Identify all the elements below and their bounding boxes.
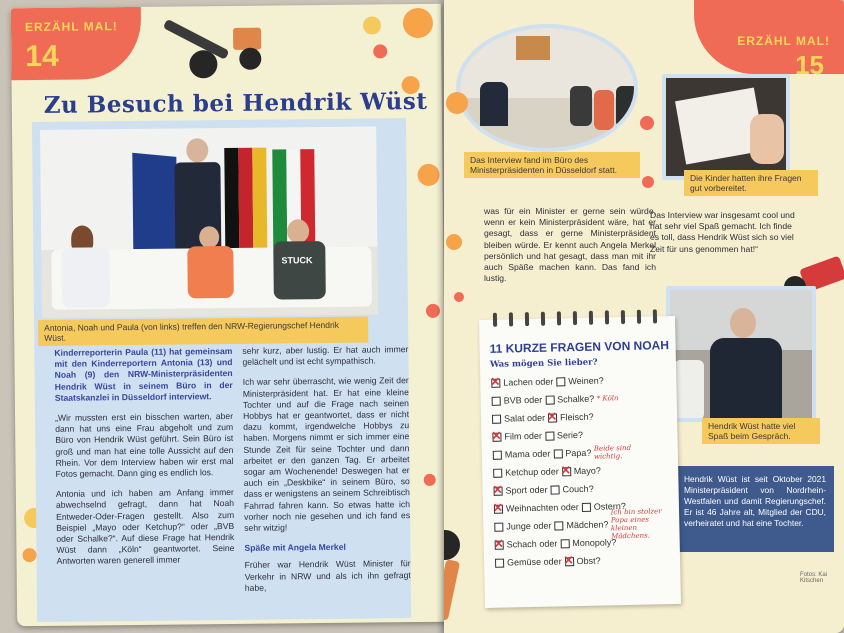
question-row: ✕ Weihnachten oder Ostern? xyxy=(491,496,671,518)
decor-dot xyxy=(22,548,36,562)
question-row: ✕ Lachen oder Weinen? xyxy=(488,370,668,392)
checkbox-checked xyxy=(493,486,502,495)
article-paragraph: Antonia und ich haben am Anfang immer abwechselnd gefragt, dann hat Noah Entweder-Oder-Fragen gestellt. Also zum Beispiel „Mayo oder Ketchup?“ oder „BVB oder Schalke?“. Auf diese Frage hat Hendrik Wüst dann „Köln“ geantwortet. Seine Antworten waren generell immer xyxy=(55,487,235,567)
checkbox xyxy=(554,521,563,530)
article-column-4: Das Interview war insgesamt cool und hat sehr viel Spaß gemacht. Ich finde es toll, dass Hendrik Wüst sich so viel Zeit für uns genommen hat!“ xyxy=(650,210,795,254)
note-maedchen: Ich bin stolzer Papa eines kleinen Mädchens. xyxy=(610,507,662,541)
article-column-3: was für ein Minister er gerne sein würde, wenn er kein Ministerpräsident wäre, hat er gesagt, dass er gerne Ministerpräsident bleiben würde. Er kennt auch Angela Merkel persönlich und hat gesagt, dass man mit ihr auch Späße machen kann. Das fand ich lustig. xyxy=(484,206,656,284)
checkbox-checked xyxy=(565,557,574,566)
checkbox-checked xyxy=(494,504,503,513)
sweater-print: STUCK xyxy=(281,255,313,266)
question-row: ✕ Sport oder Couch? xyxy=(490,478,670,500)
page-badge-right xyxy=(694,0,844,80)
checkbox-checked xyxy=(492,432,501,441)
decor-dot xyxy=(640,116,654,130)
checkbox xyxy=(560,539,569,548)
checkbox-checked xyxy=(495,540,504,549)
interview-photo-caption: Das Interview fand im Büro des Ministerpräsidenten in Düsseldorf statt. xyxy=(464,152,640,178)
person-wuest xyxy=(730,308,756,338)
checkbox-checked xyxy=(548,413,557,422)
left-page xyxy=(11,4,447,626)
person-wuest xyxy=(186,138,208,162)
checkbox xyxy=(494,522,503,531)
microphone-head-icon-2 xyxy=(239,48,261,70)
checkbox xyxy=(492,414,501,423)
question-row: Junge oder Mädchen? Ich bin stolzer Papa eines kleinen Mädchens. xyxy=(491,514,671,536)
article-paragraph: Früher war Hendrik Wüst Minister für Verkehr in NRW und als ich ihn gefragt habe, xyxy=(244,558,411,593)
notes-photo xyxy=(662,74,790,180)
notepad-title: 11 KURZE FRAGEN VON NOAH xyxy=(489,338,670,356)
page-badge-left xyxy=(11,7,142,80)
article-paragraph: sehr kurz, aber lustig. Er hat auch immer gelächelt und ist echt sympathisch. xyxy=(242,344,409,368)
decor-dot xyxy=(363,16,381,34)
eu-flag xyxy=(132,153,177,257)
chair xyxy=(674,360,704,420)
page-title: Zu Besuch bei Hendrik Wüst xyxy=(43,87,428,119)
question-row: Gemüse oder ✕ Obst? xyxy=(492,550,672,572)
kicker-right: ERZÄHL MAL! xyxy=(737,34,830,48)
checkbox xyxy=(545,395,554,404)
checkbox xyxy=(493,450,502,459)
decor-dot xyxy=(642,176,654,188)
person-noah xyxy=(199,226,219,248)
checkbox xyxy=(495,558,504,567)
note-koeln: * Köln xyxy=(596,394,619,403)
decor-dot xyxy=(403,8,433,38)
checkbox-checked xyxy=(491,378,500,387)
group-photo-caption: Antonia, Noah und Paula (von links) treffen den NRW-Regierungschef Hendrik Wüst. xyxy=(38,317,368,346)
right-page xyxy=(444,0,844,633)
question-row: Ketchup oder ✕ Mayo? xyxy=(490,460,670,482)
checkbox xyxy=(545,431,554,440)
article-lead: Kinderreporterin Paula (11) hat gemeinsam mit den Kinderreportern Antonia (13) und Noah (9) den NRW-Ministerpräsidenten Hendrik Wüst in seinem Büro in der Staatskanzlei in Düsseldorf interviewt. xyxy=(54,345,233,403)
person-wuest xyxy=(480,82,508,126)
notepad-subtitle: Was mögen Sie lieber? xyxy=(489,357,598,370)
note-beide: Beide sind wichtig. xyxy=(593,443,632,461)
checkbox xyxy=(556,377,565,386)
article-column-1 xyxy=(54,346,234,577)
question-row: Mama oder Papa? Beide sind wichtig. xyxy=(490,442,670,464)
question-row: ✕ Schach oder Monopoly? xyxy=(492,532,672,554)
microphone-flag-icon xyxy=(233,28,261,50)
portrait-photo-caption: Hendrik Wüst hatte viel Spaß beim Gespräch. xyxy=(702,418,820,444)
group-photo xyxy=(36,122,382,322)
hand xyxy=(750,114,784,164)
decor-dot xyxy=(424,474,436,486)
page-number-right: 15 xyxy=(795,50,824,80)
decor-dot xyxy=(454,292,464,302)
wall-painting xyxy=(516,36,550,60)
decor-dot xyxy=(446,92,468,114)
interview-photo xyxy=(456,24,638,152)
article-column-2 xyxy=(242,344,411,603)
nrw-flag xyxy=(272,149,287,253)
photo-credit: Fotos: Kai Kitschen xyxy=(800,572,828,584)
decor-dot xyxy=(373,44,387,58)
notes-photo-caption: Die Kinder hatten ihre Fragen gut vorbereitet. xyxy=(684,170,818,196)
checkbox xyxy=(551,485,560,494)
german-flag xyxy=(224,148,239,254)
article-paragraph: Ich war sehr überrascht, wie wenig Zeit der Ministerpräsident hat. Er hat eine kleine Tochter und auf die Frage nach seinen Hobbys hat er geantwortet, dass er nicht dazu kommt, irgendwelche Hobbys zu haben. Morgens nimmt er sich immer eine Stunde Zeit für seine Tochter und dann arbeitet er den ganzen Tag. Er arbeitet sogar am Wochenende! Deswegen hat er auch ein „Deskbike“ in seinem Büro, so dass er wenigstens an seinem Schreibtisch Fahrrad fahren kann. So etwas hatte ich vorher noch nie gesehen und ich fand es sehr witzig! xyxy=(242,375,411,533)
question-row: Salat oder ✕ Fleisch? xyxy=(489,406,669,428)
checkbox xyxy=(492,396,501,405)
microphone-head-icon xyxy=(189,50,217,78)
questions-notepad xyxy=(479,316,681,608)
checkbox xyxy=(582,502,591,511)
article-paragraph: „Wir mussten erst ein bisschen warten, aber dann hat uns eine Frau abgeholt und zum Büro von Hendrik Wüst geführt. Sein Büro ist groß und man hat eine tolle Aussicht auf den Rhein. Vor dem Interview haben wir erst mal Fotos gemacht. Dann ging es endlich los. xyxy=(55,410,234,479)
checkbox xyxy=(493,468,502,477)
checkbox-checked xyxy=(562,467,571,476)
person-paula xyxy=(287,219,309,243)
questions-list xyxy=(488,370,672,572)
kicker-left: ERZÄHL MAL! xyxy=(24,19,118,35)
article-subhead: Späße mit Angela Merkel xyxy=(244,542,346,554)
checkbox xyxy=(553,449,562,458)
decor-dot xyxy=(446,234,462,250)
microphone-head-icon xyxy=(444,530,460,560)
portrait-photo xyxy=(666,286,816,422)
question-row: BVB oder Schalke? * Köln xyxy=(489,388,669,410)
page-number-left: 14 xyxy=(25,39,59,74)
info-box: Hendrik Wüst ist seit Oktober 2021 Ministerpräsident von Nordrhein-Westfalen und damit Regierungschef. Er ist 46 Jahre alt, Mitglied der CDU, verheiratet und hat eine Tochter. xyxy=(676,466,834,552)
question-row: ✕ Film oder Serie? xyxy=(489,424,669,446)
microphone-handle-icon xyxy=(444,559,460,621)
